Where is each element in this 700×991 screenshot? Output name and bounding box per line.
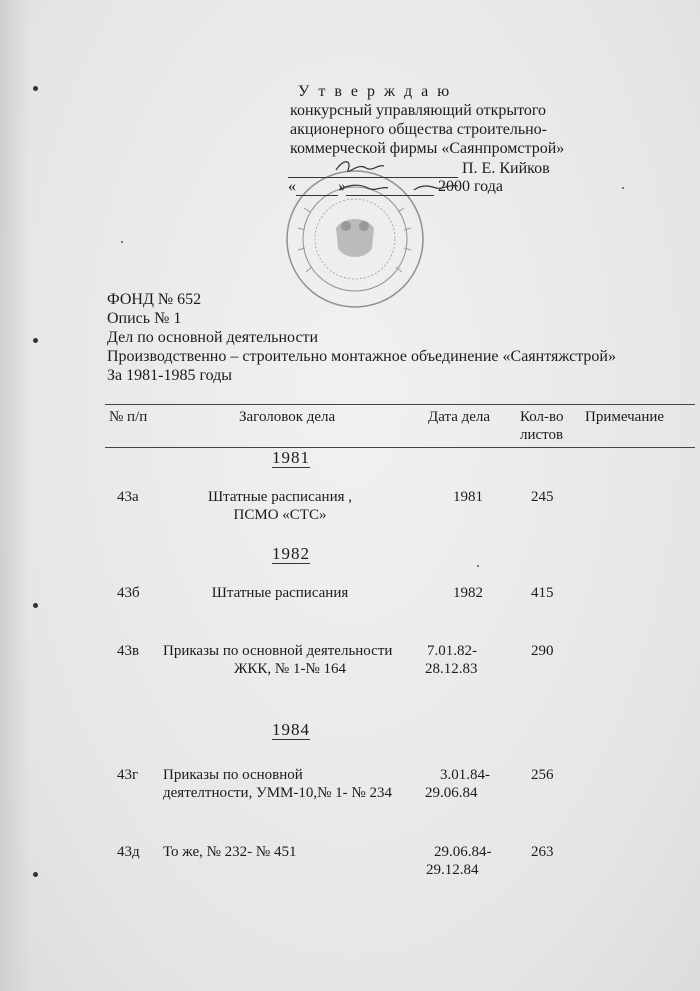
- row-num: 43а: [117, 489, 139, 505]
- year-heading: 1981: [272, 448, 310, 467]
- punch-hole: [33, 86, 38, 91]
- inventory-number: Опись № 1: [107, 310, 182, 327]
- col-header-title: Заголовок дела: [239, 409, 336, 425]
- row-date-end: 29.06.84: [425, 785, 478, 801]
- year-heading: 1982: [272, 544, 310, 563]
- row-title-cont: ЖКК, № 1-№ 164: [233, 661, 347, 677]
- row-title: То же, № 232- № 451: [163, 844, 297, 860]
- speck: [477, 565, 479, 567]
- round-seal-stamp-icon: [284, 168, 426, 310]
- date-open-quote: «: [288, 178, 296, 195]
- row-title-cont: ПСМО «СТС»: [233, 507, 327, 523]
- table-rule-top: [105, 404, 695, 405]
- col-header-note: Примечание: [585, 409, 665, 425]
- row-date: 1981: [453, 489, 483, 505]
- row-title: Приказы по основной деятельности: [163, 643, 393, 659]
- row-title: Приказы по основной: [163, 767, 303, 783]
- row-date-end: 28.12.83: [425, 661, 478, 677]
- row-num: 43б: [117, 585, 140, 601]
- row-sheets: 256: [531, 767, 554, 783]
- row-title: Штатные расписания ,: [207, 489, 353, 505]
- row-date: 1982: [453, 585, 483, 601]
- fond-header: [107, 290, 616, 385]
- fond-number: ФОНД № 652: [107, 291, 202, 308]
- col-header-date: Дата дела: [428, 409, 491, 425]
- year-heading: 1984: [272, 720, 310, 739]
- row-date-end: 29.12.84: [426, 862, 479, 878]
- row-date: 3.01.84-: [440, 767, 490, 783]
- col-header-sheets-2: листов: [520, 427, 564, 443]
- signer-name: П. Е. Кийков: [462, 160, 550, 177]
- date-close-quote: »: [338, 178, 346, 195]
- col-header-num: № п/п: [109, 409, 148, 425]
- organization-name: Производственно – строительно монтажное объединение «Саянтяжстрой»: [107, 348, 616, 365]
- speck: [121, 241, 123, 243]
- table-rule-bottom: [105, 447, 695, 448]
- row-title-cont: деятелтности, УММ-10,№ 1- № 234: [163, 785, 392, 801]
- row-num: 43в: [117, 643, 140, 659]
- approval-line: коммерческой фирмы «Саянпромстрой»: [290, 140, 565, 157]
- row-date: 29.06.84-: [434, 844, 492, 860]
- row-sheets: 415: [531, 585, 554, 601]
- row-title: Штатные расписания: [211, 585, 349, 601]
- approval-heading: У т в е р ж д а ю: [298, 83, 452, 100]
- row-date: 7.01.82-: [427, 643, 477, 659]
- row-sheets: 245: [531, 489, 554, 505]
- page-shadow-edge: [0, 0, 30, 991]
- col-header-sheets: Кол-во: [520, 409, 564, 425]
- date-year: 2000 года: [438, 178, 503, 195]
- punch-hole: [33, 338, 38, 343]
- row-num: 43г: [117, 767, 139, 783]
- period: За 1981-1985 годы: [107, 367, 233, 384]
- approval-line: конкурсный управляющий открытого: [290, 102, 547, 119]
- speck: [622, 187, 624, 189]
- row-sheets: 263: [531, 844, 554, 860]
- row-sheets: 290: [531, 643, 554, 659]
- approval-block: [290, 82, 610, 158]
- inventory-subject: Дел по основной деятельности: [107, 329, 319, 346]
- punch-hole: [33, 603, 38, 608]
- approval-line: акционерного общества строительно-: [290, 121, 548, 138]
- row-num: 43д: [117, 844, 140, 860]
- punch-hole: [33, 872, 38, 877]
